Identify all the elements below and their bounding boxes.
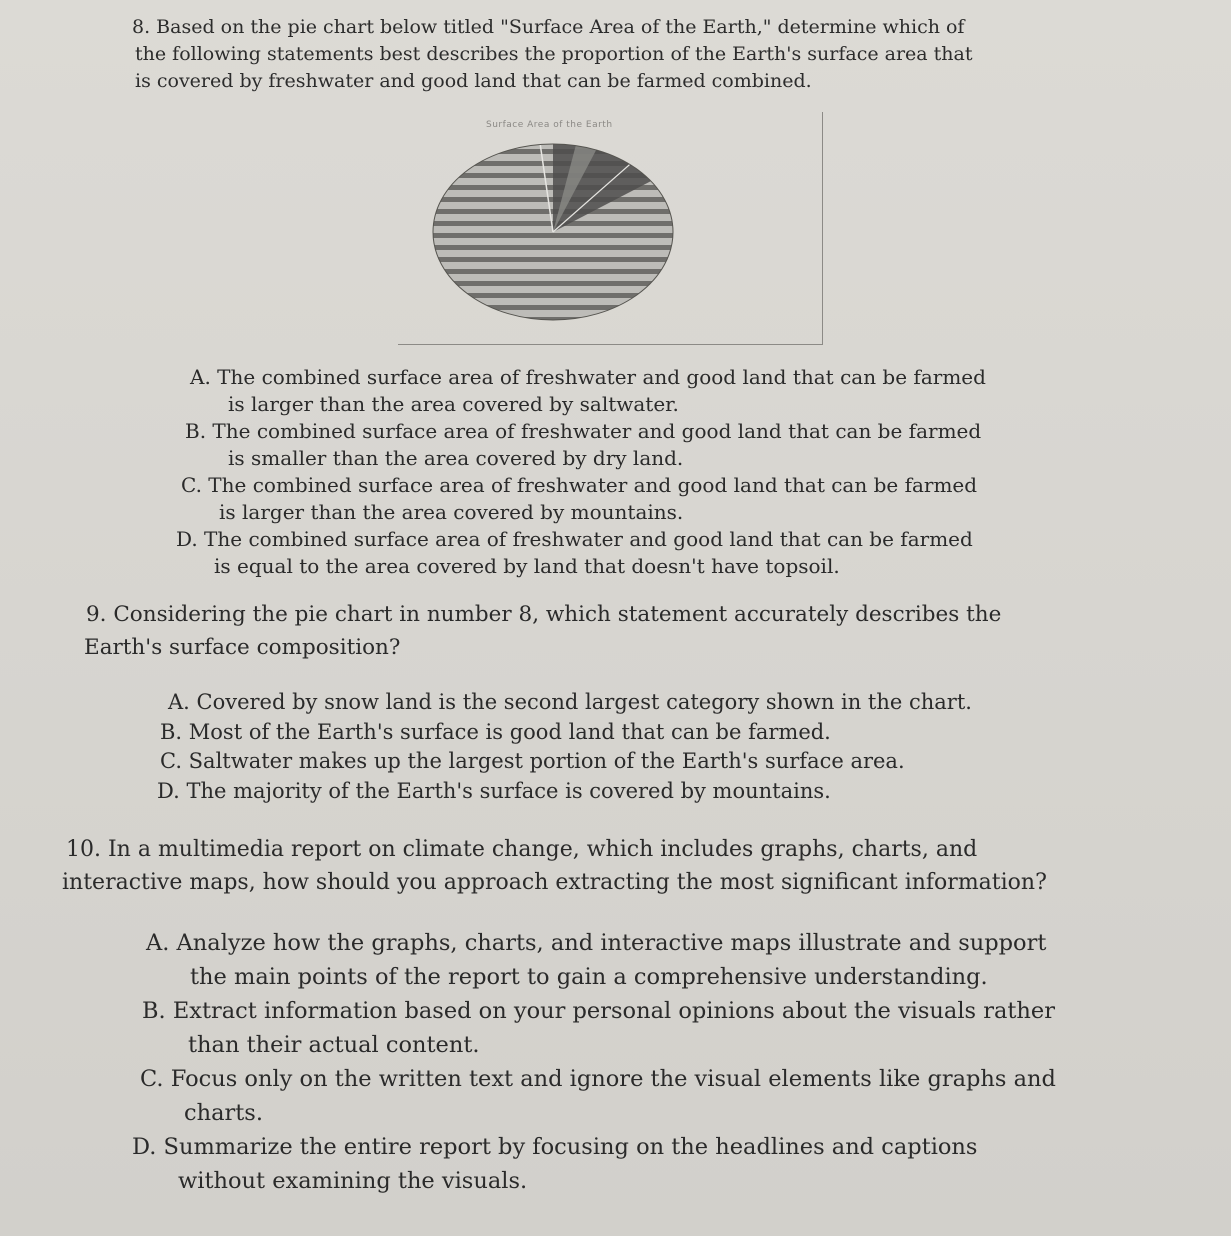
question-8-stem-line: is covered by freshwater and good land that can be farmed combined.	[135, 70, 812, 92]
option-8d-line1[interactable]: D. The combined surface area of freshwater and good land that can be farmed	[176, 527, 973, 551]
pie-chart	[428, 137, 678, 327]
option-10a-line1[interactable]: A. Analyze how the graphs, charts, and interactive maps illustrate and support	[146, 930, 1047, 956]
question-9-stem-line: Earth's surface composition?	[84, 635, 401, 660]
option-9c[interactable]: C. Saltwater makes up the largest portion of the Earth's surface area.	[160, 749, 905, 773]
question-8-stem-line: the following statements best describes the proportion of the Earth's surface area that	[135, 43, 973, 65]
option-10a-line2[interactable]: the main points of the report to gain a comprehensive understanding.	[190, 964, 988, 990]
question-10-stem-line: 10. In a multimedia report on climate change, which includes graphs, charts, and	[66, 837, 978, 862]
option-9b[interactable]: B. Most of the Earth's surface is good land that can be farmed.	[160, 719, 831, 744]
question-8-options	[176, 364, 986, 580]
option-10b-line1[interactable]: B. Extract information based on your personal opinions about the visuals rather	[142, 998, 1055, 1024]
option-8a-line1[interactable]: A. The combined surface area of freshwater and good land that can be farmed	[190, 365, 986, 389]
question-10-stem-line: interactive maps, how should you approach extracting the most significant information?	[62, 870, 1047, 895]
question-9-stem-line: 9. Considering the pie chart in number 8, which statement accurately describes the	[86, 602, 1002, 627]
option-8c-line1[interactable]: C. The combined surface area of freshwater and good land that can be farmed	[181, 473, 978, 497]
option-10c-line1[interactable]: C. Focus only on the written text and ignore the visual elements like graphs and	[140, 1066, 1056, 1092]
option-10d-line2[interactable]: without examining the visuals.	[178, 1168, 528, 1194]
question-9-options	[157, 688, 972, 806]
pie-chart-figure	[398, 112, 823, 345]
option-8c-line2[interactable]: is larger than the area covered by mountains.	[219, 500, 684, 524]
option-8a-line2[interactable]: is larger than the area covered by saltwater.	[228, 392, 679, 416]
option-10c-line2[interactable]: charts.	[184, 1100, 264, 1126]
question-9-stem	[86, 598, 1001, 664]
question-8-stem-line: 8. Based on the pie chart below titled "Surface Area of the Earth," determine which of	[132, 16, 965, 38]
question-10-options	[132, 926, 1056, 1198]
option-9a[interactable]: A. Covered by snow land is the second largest category shown in the chart.	[168, 690, 972, 714]
question-8-stem	[132, 14, 973, 95]
option-8b-line1[interactable]: B. The combined surface area of freshwater and good land that can be farmed	[185, 419, 982, 443]
option-10d-line1[interactable]: D. Summarize the entire report by focusing on the headlines and captions	[132, 1134, 978, 1160]
option-10b-line2[interactable]: than their actual content.	[188, 1032, 480, 1058]
option-8d-line2[interactable]: is equal to the area covered by land that doesn't have topsoil.	[214, 554, 840, 578]
option-8b-line2[interactable]: is smaller than the area covered by dry land.	[228, 446, 684, 470]
chart-title: Surface Area of the Earth	[486, 120, 613, 130]
question-10-stem	[62, 833, 1047, 899]
option-9d[interactable]: D. The majority of the Earth's surface is covered by mountains.	[157, 778, 831, 803]
